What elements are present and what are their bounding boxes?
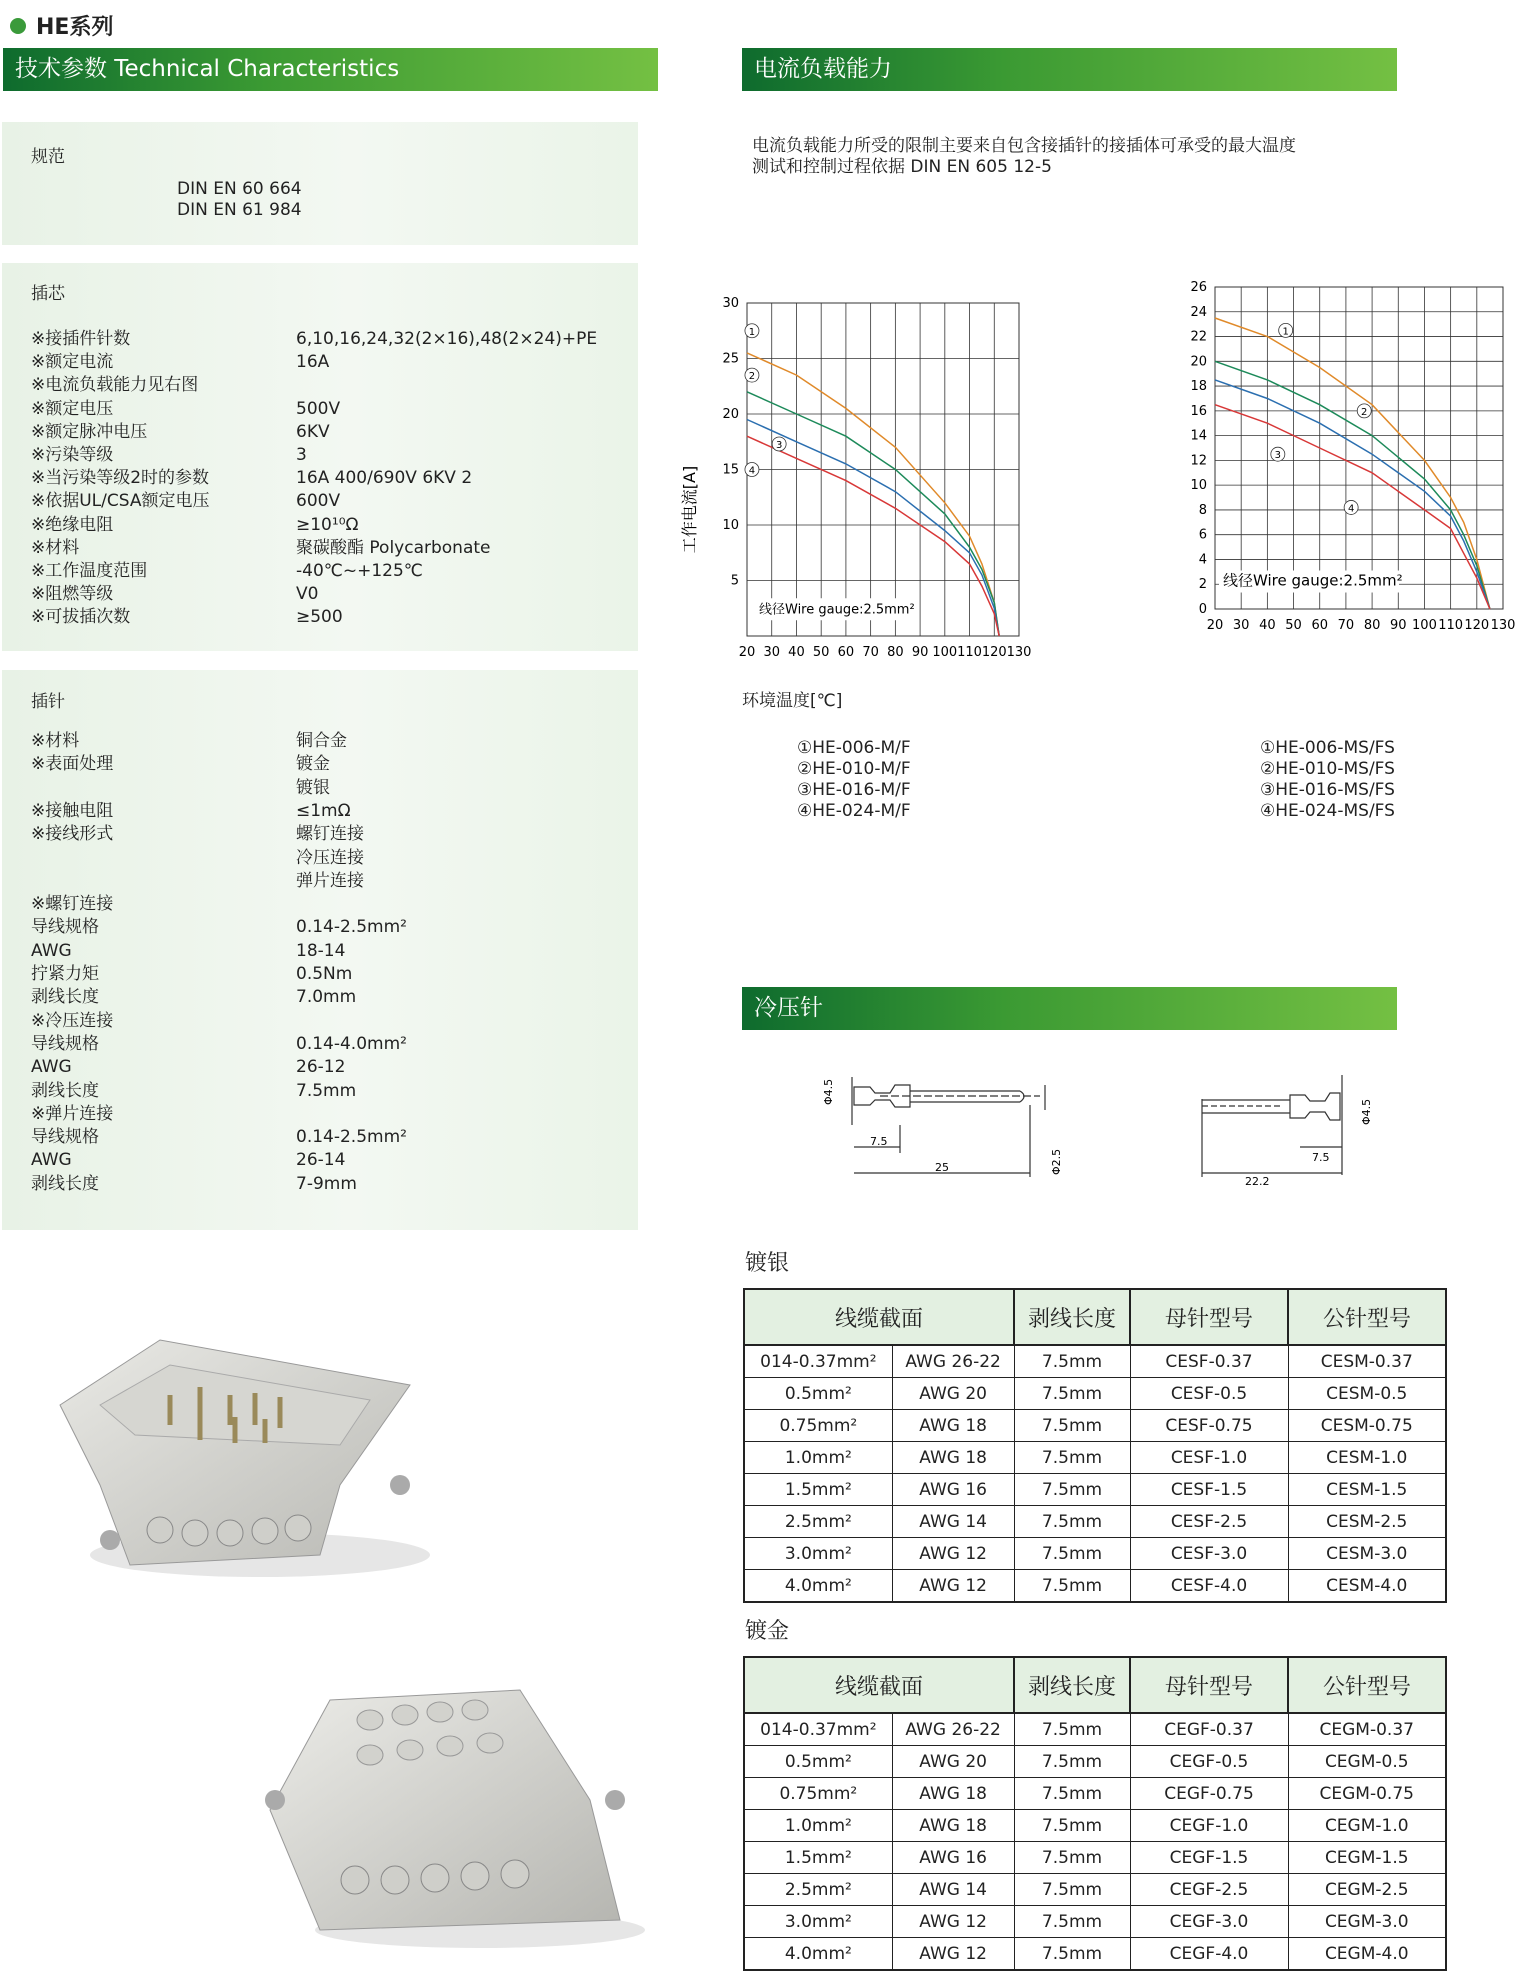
standard-item: DIN EN 61 984	[177, 200, 302, 220]
spec-row	[31, 1080, 357, 1103]
spec-key: AWG	[31, 940, 72, 961]
table-cell: CESF-1.5	[1130, 1474, 1288, 1506]
table-cell: AWG 12	[892, 1570, 1014, 1603]
series-line	[747, 353, 999, 636]
connector-male-photo	[40, 1325, 430, 1585]
spec-value: 铜合金	[296, 731, 347, 751]
spec-key: ※依据UL/CSA额定电压	[31, 491, 210, 512]
table-cell: AWG 16	[892, 1474, 1014, 1506]
gold-pin-table	[743, 1656, 1447, 1971]
x-tick-label: 30	[1232, 618, 1250, 633]
table-cell: CEGF-0.5	[1130, 1746, 1288, 1778]
table-cell: 7.5mm	[1014, 1938, 1130, 1971]
spec-value: 螺钉连接	[296, 824, 364, 845]
series-marker-label: 2	[1361, 406, 1368, 418]
legend-item: ①HE-006-MS/FS	[1260, 738, 1395, 758]
table-row	[744, 1938, 1446, 1971]
x-tick-label: 50	[1285, 618, 1302, 633]
table-cell: AWG 18	[892, 1410, 1014, 1442]
table-cell: CESF-4.0	[1130, 1570, 1288, 1603]
x-tick-label: 120	[1464, 618, 1490, 633]
table-cell: AWG 18	[892, 1778, 1014, 1810]
spec-value: 7.5mm	[296, 1080, 357, 1101]
y-tick-label: 10	[1190, 478, 1207, 494]
spec-row	[31, 537, 491, 560]
table-cell: CESF-2.5	[1130, 1506, 1288, 1538]
crimp-pin-banner: 冷压针	[742, 987, 1397, 1030]
table-cell: CESM-0.5	[1288, 1378, 1446, 1410]
y-tick-label: 20	[1190, 354, 1207, 370]
spec-row	[31, 730, 347, 753]
dim-label: 7.5	[1312, 1151, 1330, 1164]
series-marker-label: 2	[748, 371, 756, 383]
spec-row	[31, 986, 357, 1009]
standard-item: DIN EN 60 664	[177, 179, 302, 199]
spec-row	[31, 1173, 357, 1196]
series-marker-label: 1	[748, 326, 756, 338]
table-cell: 0.5mm²	[744, 1378, 892, 1410]
table-cell: CEGF-1.5	[1130, 1842, 1288, 1874]
spec-value: 冷压连接	[296, 847, 364, 868]
table-cell: CEGF-0.37	[1130, 1713, 1288, 1746]
spec-key: ※额定电流	[31, 352, 114, 373]
plot-frame	[1215, 287, 1503, 609]
table-cell: CESF-0.5	[1130, 1378, 1288, 1410]
x-tick-label: 90	[911, 645, 929, 660]
table-cell: 7.5mm	[1014, 1906, 1130, 1938]
table-cell: 7.5mm	[1014, 1713, 1130, 1746]
spec-value: 500V	[296, 398, 341, 419]
dim-label: 25	[935, 1161, 949, 1174]
y-tick-label: 18	[1190, 379, 1207, 395]
y-tick-label: 24	[1190, 304, 1207, 320]
table-cell: CESM-1.0	[1288, 1442, 1446, 1474]
table-cell: AWG 18	[892, 1810, 1014, 1842]
column-header: 线缆截面	[744, 1289, 1014, 1345]
spec-key: 导线规格	[31, 917, 99, 938]
chart-grid	[1215, 287, 1503, 609]
pin-title: 插针	[31, 692, 65, 712]
table-cell: 7.5mm	[1014, 1506, 1130, 1538]
chart-grid	[747, 303, 1019, 636]
y-tick-label: 5	[730, 573, 739, 589]
spec-value: 3	[296, 445, 307, 465]
spec-value: 6,10,16,24,32(2×16),48(2×24)+PE	[296, 329, 598, 349]
spec-value: 0.14-2.5mm²	[296, 917, 407, 938]
spec-row	[31, 328, 598, 351]
spec-row	[31, 421, 330, 444]
table-cell: CEGF-0.75	[1130, 1778, 1288, 1810]
spec-key: ※螺钉连接	[31, 894, 114, 915]
spec-row	[31, 1149, 346, 1172]
spec-value: 0.14-4.0mm²	[296, 1033, 407, 1054]
x-tick-label: 50	[812, 645, 830, 660]
x-tick-label: 20	[738, 645, 756, 660]
table-cell: 2.5mm²	[744, 1506, 892, 1538]
legend-item: ④HE-024-M/F	[797, 801, 911, 821]
table-cell: 7.5mm	[1014, 1538, 1130, 1570]
spec-row	[31, 514, 359, 537]
series-title	[10, 10, 113, 41]
table-cell: 4.0mm²	[744, 1570, 892, 1603]
spec-value: V0	[296, 584, 319, 605]
dim-label: Φ4.5	[1360, 1098, 1373, 1125]
series-marker-label: 4	[748, 465, 756, 477]
column-header: 线缆截面	[744, 1657, 1014, 1713]
spec-key: ※材料	[31, 731, 80, 751]
table-header-row	[744, 1657, 1446, 1713]
legend-mf	[797, 738, 911, 822]
spec-value: 弹片连接	[296, 870, 364, 891]
table-cell: 1.0mm²	[744, 1442, 892, 1474]
spec-key: 拧紧力矩	[31, 964, 99, 984]
table-cell: 7.5mm	[1014, 1810, 1130, 1842]
table-cell: 7.5mm	[1014, 1410, 1130, 1442]
x-tick-label: 40	[788, 645, 805, 660]
bullet-dot-icon	[10, 18, 26, 34]
table-cell: CESM-0.75	[1288, 1410, 1446, 1442]
table-cell: AWG 12	[892, 1938, 1014, 1971]
y-axis-label: 工作电流[A]	[680, 465, 699, 554]
column-header: 公针型号	[1288, 1289, 1446, 1345]
spec-key: ※可拔插次数	[31, 607, 131, 628]
table-cell: CEGF-2.5	[1130, 1874, 1288, 1906]
table-row	[744, 1345, 1446, 1378]
insert-panel	[2, 263, 638, 651]
table-cell: 7.5mm	[1014, 1345, 1130, 1378]
x-tick-label: 80	[1363, 618, 1381, 633]
table-cell: AWG 26-22	[892, 1713, 1014, 1746]
spec-value: 600V	[296, 491, 341, 512]
series-marker-label: 1	[1282, 326, 1289, 338]
x-tick-label: 100	[932, 645, 958, 660]
table-row	[744, 1874, 1446, 1906]
silver-pin-table	[743, 1288, 1447, 1603]
table-row	[744, 1410, 1446, 1442]
table-cell: 3.0mm²	[744, 1538, 892, 1570]
spec-key: 剥线长度	[31, 1173, 99, 1194]
x-tick-label: 100	[1412, 618, 1437, 633]
table-cell: 7.5mm	[1014, 1842, 1130, 1874]
spec-value: 26-14	[296, 1150, 346, 1171]
y-tick-label: 10	[722, 518, 739, 533]
spec-row	[31, 444, 307, 467]
table-row	[744, 1906, 1446, 1938]
spec-value: 聚碳酸酯 Polycarbonate	[296, 537, 491, 558]
series-marker-label: 4	[1347, 503, 1355, 515]
wire-gauge-annotation: 线径Wire gauge:2.5mm²	[1223, 571, 1403, 590]
column-header: 剥线长度	[1014, 1657, 1130, 1713]
table-cell: CEGF-3.0	[1130, 1906, 1288, 1938]
wire-gauge-annotation: 线径Wire gauge:2.5mm²	[759, 602, 915, 618]
table-row	[744, 1810, 1446, 1842]
table-cell: AWG 16	[892, 1842, 1014, 1874]
spec-key: 导线规格	[31, 1127, 99, 1148]
x-tick-label: 110	[1438, 618, 1464, 633]
spec-key: ※接线形式	[31, 824, 114, 845]
spec-key: ※额定电压	[31, 398, 114, 419]
y-tick-label: 26	[1190, 280, 1207, 295]
spec-key: ※额定脉冲电压	[31, 421, 148, 442]
spec-row	[31, 467, 473, 490]
table-row	[744, 1778, 1446, 1810]
table-cell: CEGM-1.0	[1288, 1810, 1446, 1842]
table-cell: CEGM-4.0	[1288, 1938, 1446, 1971]
table-cell: CEGM-1.5	[1288, 1842, 1446, 1874]
connector-female-photo	[260, 1680, 650, 1950]
pin-panel	[2, 670, 638, 1230]
spec-key: ※接触电阻	[31, 800, 114, 821]
table-cell: CEGF-1.0	[1130, 1810, 1288, 1842]
spec-row	[31, 940, 346, 963]
x-tick-label: 130	[1490, 618, 1516, 633]
table-row	[744, 1442, 1446, 1474]
table-cell: 0.5mm²	[744, 1746, 892, 1778]
legend-item: ①HE-006-M/F	[797, 738, 911, 758]
table-cell: 1.0mm²	[744, 1810, 892, 1842]
spec-row	[31, 1010, 113, 1033]
legend-item: ②HE-010-M/F	[797, 759, 911, 779]
spec-key: ※阻燃等级	[31, 584, 114, 605]
table-cell: 7.5mm	[1014, 1874, 1130, 1906]
spec-key: ※工作温度范围	[31, 561, 148, 581]
x-tick-label: 90	[1389, 618, 1407, 633]
spec-row	[31, 1126, 407, 1149]
table-row	[744, 1713, 1446, 1746]
dim-label: 22.2	[1245, 1175, 1270, 1188]
table-cell: CESF-3.0	[1130, 1538, 1288, 1570]
spec-row	[31, 1056, 346, 1079]
table-cell: CESM-4.0	[1288, 1570, 1446, 1603]
x-tick-label: 120	[981, 645, 1007, 660]
y-tick-label: 4	[1198, 552, 1207, 568]
table-cell: AWG 20	[892, 1746, 1014, 1778]
spec-value: 镀金	[296, 754, 330, 775]
current-capacity-banner: 电流负载能力	[742, 48, 1397, 91]
spec-key: ※污染等级	[31, 445, 114, 465]
x-tick-label: 60	[1311, 618, 1329, 633]
capacity-description-line: 电流负载能力所受的限制主要来自包含接插针的接插体可承受的最大温度	[752, 136, 1296, 156]
spec-row	[31, 800, 351, 823]
legend-item: ③HE-016-MS/FS	[1260, 780, 1395, 800]
dim-label: 7.5	[870, 1135, 888, 1148]
table-cell: AWG 20	[892, 1378, 1014, 1410]
table-cell: 3.0mm²	[744, 1906, 892, 1938]
series-marker-label: 3	[775, 439, 783, 451]
spec-value: ≥500	[296, 607, 343, 628]
table-row	[744, 1842, 1446, 1874]
table-cell: CEGF-4.0	[1130, 1938, 1288, 1971]
spec-row	[31, 374, 198, 397]
table-cell: CESF-1.0	[1130, 1442, 1288, 1474]
y-tick-label: 16	[1190, 403, 1207, 419]
x-tick-label: 30	[763, 645, 781, 660]
table-cell: 014-0.37mm²	[744, 1345, 892, 1378]
spec-value: ≤1mΩ	[296, 800, 351, 821]
y-tick-label: 8	[1198, 502, 1207, 518]
table-header-row	[744, 1289, 1446, 1345]
table-cell: 7.5mm	[1014, 1474, 1130, 1506]
table-cell: 0.75mm²	[744, 1778, 892, 1810]
table-cell: 014-0.37mm²	[744, 1713, 892, 1746]
table-cell: 7.5mm	[1014, 1378, 1130, 1410]
spec-key: ※材料	[31, 537, 80, 558]
capacity-description-line: 测试和控制过程依据 DIN EN 605 12-5	[752, 157, 1052, 177]
y-tick-label: 22	[1190, 329, 1207, 345]
table-cell: CESF-0.75	[1130, 1410, 1288, 1442]
spec-value: 26-12	[296, 1057, 346, 1078]
x-axis-label: 环境温度[℃]	[742, 691, 843, 711]
table-row	[744, 1474, 1446, 1506]
table-cell: AWG 18	[892, 1442, 1014, 1474]
legend-item: ③HE-016-M/F	[797, 780, 911, 800]
dim-label: Φ2.5	[1050, 1148, 1063, 1175]
table-row	[744, 1746, 1446, 1778]
spec-row	[31, 398, 341, 421]
spec-key: ※当污染等级2时的参数	[31, 468, 210, 489]
spec-key: ※绝缘电阻	[31, 514, 114, 535]
x-tick-label: 110	[957, 645, 982, 660]
column-header: 剥线长度	[1014, 1289, 1130, 1345]
tech-characteristics-banner: 技术参数 Technical Characteristics	[3, 48, 658, 91]
spec-row	[31, 753, 330, 776]
spec-key: ※冷压连接	[31, 1010, 114, 1031]
legend-item: ④HE-024-MS/FS	[1260, 801, 1395, 821]
table-cell: AWG 26-22	[892, 1345, 1014, 1378]
female-pin-drawing	[820, 1065, 1080, 1190]
table-cell: CESM-1.5	[1288, 1474, 1446, 1506]
table-cell: CEGM-0.5	[1288, 1746, 1446, 1778]
spec-value: 18-14	[296, 940, 346, 961]
spec-row	[31, 560, 423, 583]
y-tick-label: 15	[722, 462, 739, 478]
spec-value: 16A 400/690V 6KV 2	[296, 468, 473, 489]
spec-value: 7-9mm	[296, 1173, 357, 1194]
column-header: 母针型号	[1130, 1657, 1288, 1713]
table-cell: 1.5mm²	[744, 1842, 892, 1874]
table-cell: 7.5mm	[1014, 1442, 1130, 1474]
table-cell: CESM-2.5	[1288, 1506, 1446, 1538]
gold-plating-title: 镀金	[745, 1619, 790, 1644]
spec-value: 7.0mm	[296, 987, 357, 1008]
table-cell: CEGM-0.75	[1288, 1778, 1446, 1810]
table-cell: 7.5mm	[1014, 1570, 1130, 1603]
table-cell: AWG 12	[892, 1538, 1014, 1570]
y-tick-label: 14	[1190, 428, 1207, 444]
legend-msfs	[1260, 738, 1395, 822]
spec-key: ※表面处理	[31, 754, 114, 775]
spec-row	[31, 893, 113, 916]
y-tick-label: 2	[1198, 577, 1207, 593]
table-row	[744, 1570, 1446, 1603]
y-tick-label: 12	[1190, 453, 1207, 469]
table-cell: AWG 12	[892, 1906, 1014, 1938]
spec-row	[31, 963, 353, 986]
spec-value: -40℃~+125℃	[296, 561, 423, 581]
x-tick-label: 80	[887, 645, 904, 660]
spec-row	[31, 606, 343, 629]
spec-key: 导线规格	[31, 1033, 99, 1054]
series-name: HE系列	[36, 15, 114, 40]
current-derating-chart-mf	[675, 280, 1050, 710]
column-header: 公针型号	[1288, 1657, 1446, 1713]
spec-value: ≥10¹⁰Ω	[296, 514, 359, 535]
x-tick-label: 40	[1259, 618, 1276, 633]
spec-value: 0.5Nm	[296, 964, 353, 984]
spec-panel	[2, 122, 638, 245]
table-row	[744, 1538, 1446, 1570]
table-row	[744, 1506, 1446, 1538]
spec-key: ※电流负载能力见右图	[31, 375, 199, 396]
spec-row	[31, 1103, 113, 1126]
spec-key: AWG	[31, 1057, 72, 1078]
table-cell: 7.5mm	[1014, 1746, 1130, 1778]
spec-key: ※接插件针数	[31, 329, 131, 349]
current-derating-chart-msfs	[1180, 275, 1535, 675]
x-tick-label: 60	[837, 645, 855, 660]
spec-row	[31, 823, 364, 846]
spec-value: 16A	[296, 352, 330, 373]
spec-value: 镀银	[296, 777, 330, 798]
x-tick-label: 70	[862, 645, 879, 660]
y-tick-label: 30	[722, 296, 739, 311]
table-cell: 0.75mm²	[744, 1410, 892, 1442]
table-cell: AWG 14	[892, 1874, 1014, 1906]
male-pin-drawing	[1190, 1065, 1410, 1190]
table-cell: CESM-0.37	[1288, 1345, 1446, 1378]
x-tick-label: 20	[1206, 618, 1224, 633]
x-tick-label: 130	[1006, 645, 1032, 660]
spec-key: AWG	[31, 1150, 72, 1171]
table-cell: CESF-0.37	[1130, 1345, 1288, 1378]
spec-row	[31, 351, 330, 374]
table-cell: 4.0mm²	[744, 1938, 892, 1971]
spec-key: 剥线长度	[31, 987, 99, 1008]
spec-row	[31, 1033, 407, 1056]
legend-item: ②HE-010-MS/FS	[1260, 759, 1395, 779]
spec-value: 6KV	[296, 421, 330, 442]
spec-key: 剥线长度	[31, 1080, 99, 1101]
table-cell: CESM-3.0	[1288, 1538, 1446, 1570]
insert-title: 插芯	[31, 284, 65, 304]
table-cell: CEGM-3.0	[1288, 1906, 1446, 1938]
table-cell: 7.5mm	[1014, 1778, 1130, 1810]
table-cell: CEGM-0.37	[1288, 1713, 1446, 1746]
spec-key: ※弹片连接	[31, 1103, 114, 1124]
table-row	[744, 1378, 1446, 1410]
y-tick-label: 25	[722, 351, 739, 367]
spec-title: 规范	[31, 147, 65, 167]
spec-row	[31, 490, 341, 513]
dim-label: Φ4.5	[822, 1078, 835, 1105]
series-marker-label: 3	[1274, 450, 1282, 462]
spec-value: 0.14-2.5mm²	[296, 1127, 407, 1148]
table-cell: AWG 14	[892, 1506, 1014, 1538]
y-tick-label: 6	[1198, 527, 1207, 543]
silver-plating-title: 镀银	[745, 1251, 790, 1276]
table-cell: 1.5mm²	[744, 1474, 892, 1506]
table-cell: 2.5mm²	[744, 1874, 892, 1906]
x-tick-label: 70	[1337, 618, 1355, 633]
y-tick-label: 20	[722, 407, 739, 422]
y-tick-label: 0	[1198, 602, 1207, 617]
spec-row	[31, 583, 319, 606]
column-header: 母针型号	[1130, 1289, 1288, 1345]
spec-row	[31, 916, 407, 939]
table-cell: CEGM-2.5	[1288, 1874, 1446, 1906]
